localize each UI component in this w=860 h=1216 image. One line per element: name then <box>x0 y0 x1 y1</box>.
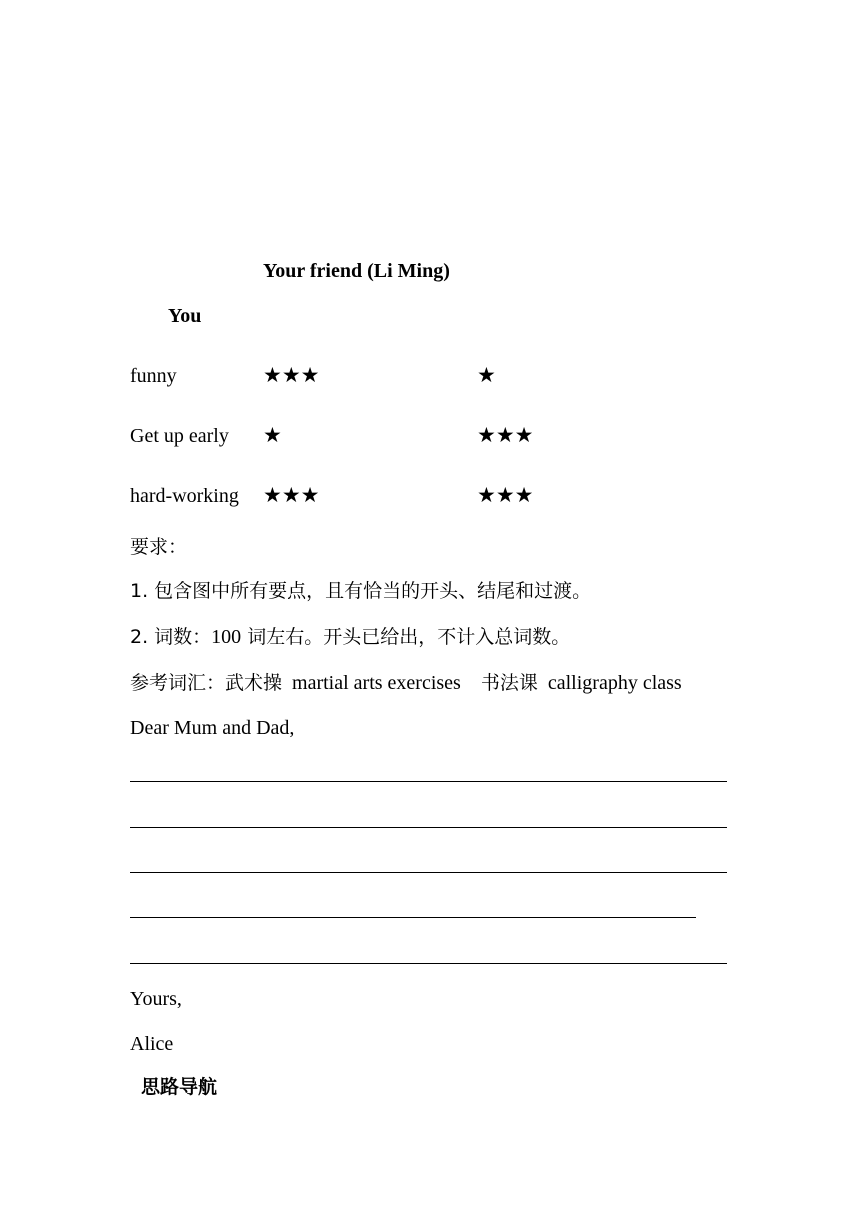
requirement-item-1: 1. 包含图中所有要点，且有恰当的开头、结尾和过渡。 <box>130 580 592 602</box>
requirement-item-2-prefix: 2. 词数： <box>130 626 212 648</box>
friend-rating-funny: ★★★ <box>263 363 320 387</box>
writing-line-1 <box>130 781 727 782</box>
requirements-heading: 要求： <box>130 536 188 558</box>
requirement-item-2-suffix: 词左右。开头已给出，不计入总词数。 <box>241 626 571 648</box>
trait-label-funny: funny <box>130 365 177 387</box>
letter-closing: Yours, <box>130 988 182 1010</box>
writing-line-3 <box>130 872 727 873</box>
trait-label-hard-working: hard-working <box>130 485 239 507</box>
reference-vocabulary <box>130 673 682 693</box>
you-rating-funny: ★ <box>477 363 496 387</box>
column-header-friend: Your friend (Li Ming) <box>263 260 450 282</box>
vocab-term-2-cn: 书法课 <box>480 672 538 694</box>
writing-line-2 <box>130 827 727 828</box>
letter-signature: Alice <box>130 1033 174 1055</box>
writing-line-5 <box>130 963 727 964</box>
column-header-you: You <box>168 305 202 327</box>
trait-label-get-up-early: Get up early <box>130 425 229 447</box>
guide-heading: 思路导航 <box>141 1076 218 1098</box>
you-rating-hard-working: ★★★ <box>477 483 534 507</box>
friend-rating-get-up-early: ★ <box>263 423 282 447</box>
writing-line-4 <box>130 917 696 918</box>
friend-rating-hard-working: ★★★ <box>263 483 320 507</box>
you-rating-get-up-early: ★★★ <box>477 423 534 447</box>
requirement-item-2-number: 100 <box>211 626 242 648</box>
vocab-term-1-en: martial arts exercises <box>292 672 461 694</box>
letter-greeting: Dear Mum and Dad, <box>130 717 295 739</box>
vocab-term-1-cn: 武术操 <box>225 672 283 694</box>
requirement-item-2 <box>130 627 570 647</box>
vocab-term-2-en: calligraphy class <box>547 672 682 694</box>
vocab-label: 参考词汇： <box>130 672 226 694</box>
